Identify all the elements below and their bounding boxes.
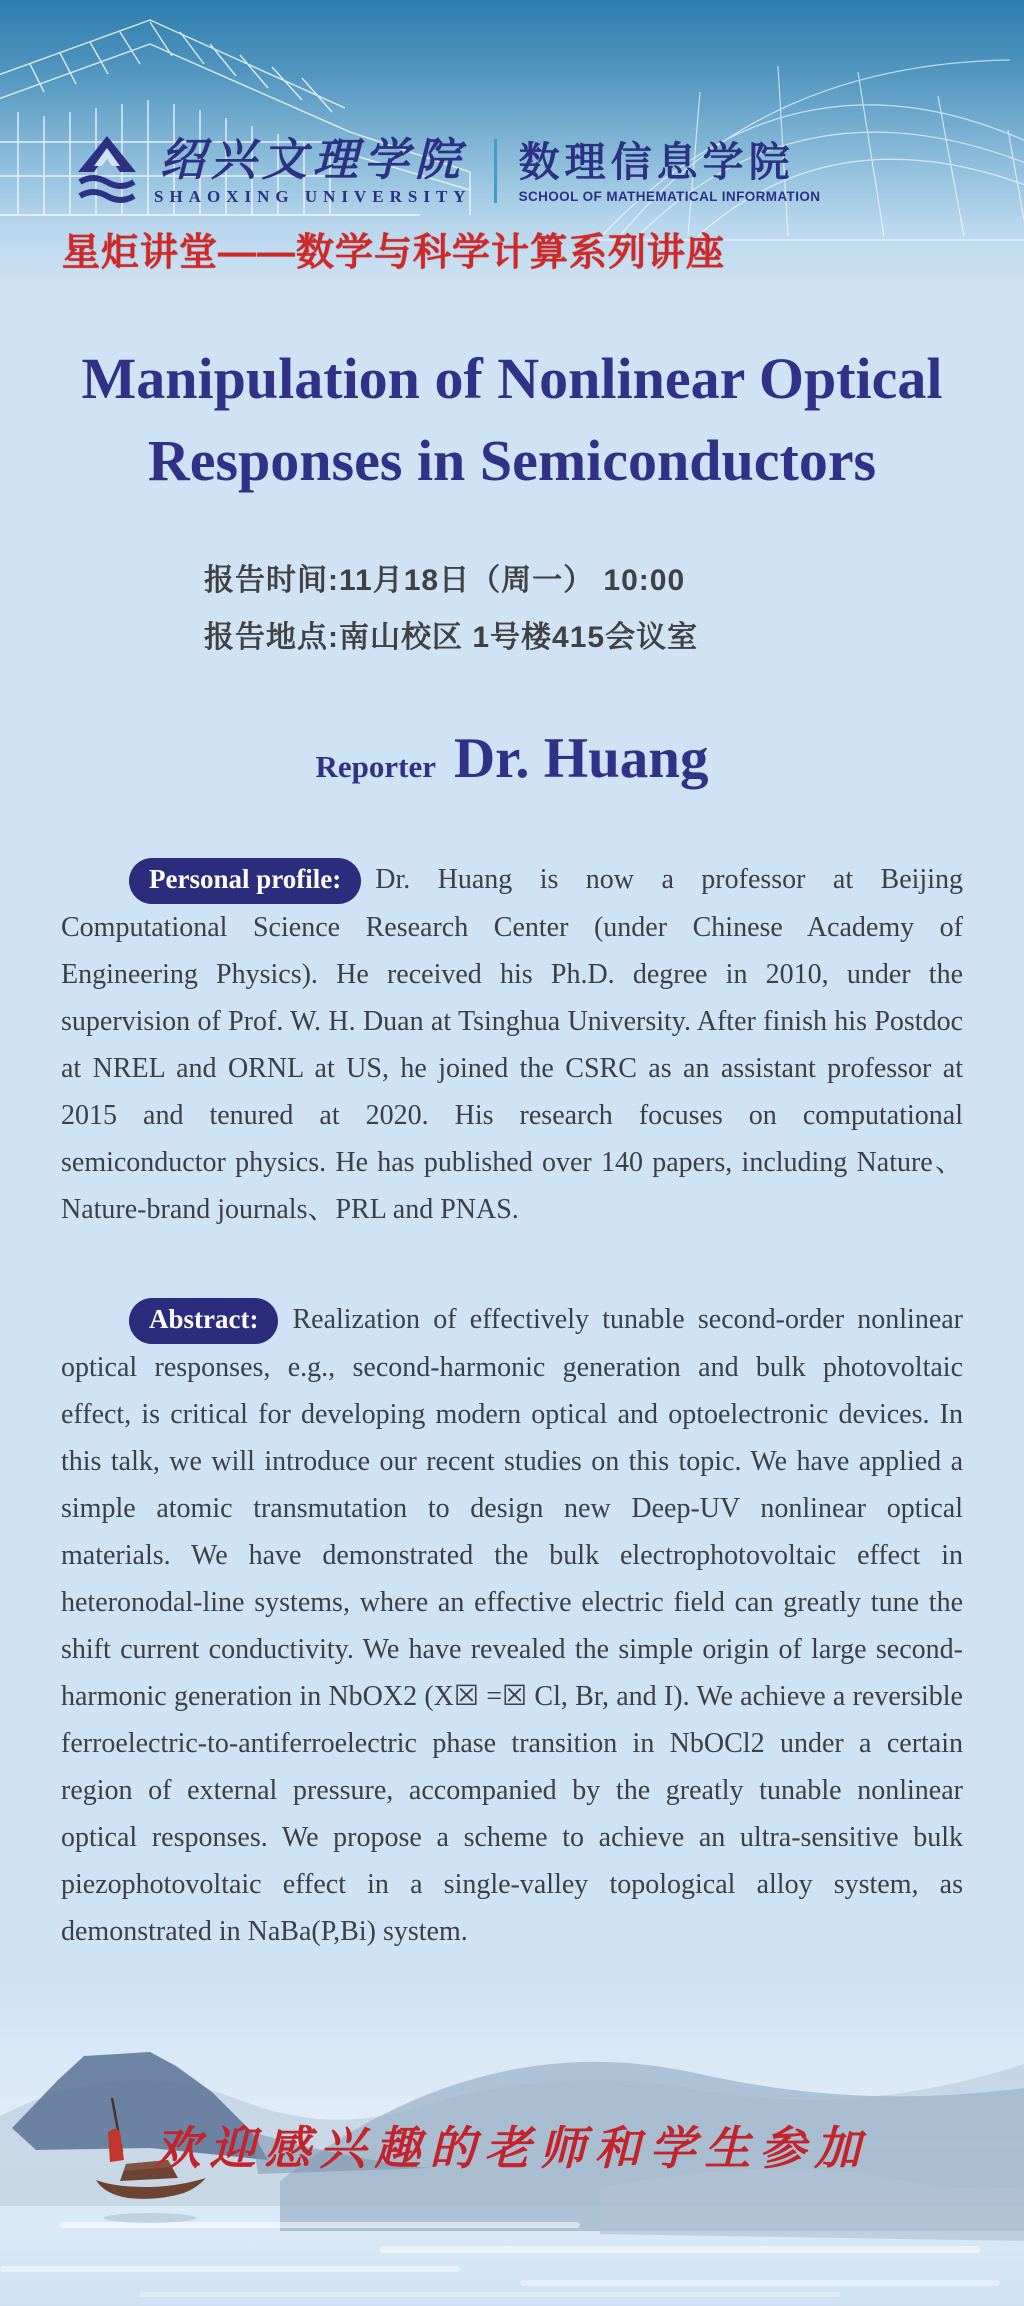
personal-profile-paragraph (61, 856, 963, 1233)
talk-title (0, 338, 1024, 502)
reporter-line (0, 726, 1024, 791)
welcome-text: 欢迎感兴趣的老师和学生参加 (154, 2123, 870, 2174)
school-name-zh: 数理信息学院 (518, 138, 795, 185)
university-name-en: SHAOXING UNIVERSITY (154, 186, 472, 206)
talk-info-block (204, 552, 698, 666)
talk-title-line2: Responses in Semiconductors (147, 428, 877, 493)
reporter-name: Dr. Huang (454, 727, 709, 790)
reporter-label: Reporter (315, 749, 437, 784)
university-logo-icon (76, 134, 138, 208)
lecture-series-banner: 星炬讲堂——数学与科学计算系列讲座 (62, 232, 726, 274)
university-name-block (154, 136, 472, 207)
school-name-en: SCHOOL OF MATHEMATICAL INFORMATION (518, 188, 821, 204)
school-name-block (519, 139, 821, 204)
personal-profile-text: Dr. Huang is now a professor at Beijing Computational Science Research Center (under Chinese Academy of Engineering Physics). He received his Ph.D. degree in 2010, under the supervision of Prof. W. H. Duan at Tsinghua University. After finish his Postdoc at NREL and ORNL at US, he joined the CSRC as an assistant professor at 2015 and tenured at 2020. His research focuses on computational semiconductor physics. He has published over 140 papers, including Nature、Nature-brand journals、PRL and PNAS. (61, 864, 963, 1225)
logo-divider (494, 139, 497, 203)
talk-venue: 报告地点:南山校区 1号楼415会议室 (204, 621, 699, 654)
personal-profile-badge: Personal profile: (129, 858, 361, 904)
university-name-zh: 绍兴文理学院 (159, 134, 466, 185)
abstract-text: Realization of effectively tunable second-order nonlinear optical responses, e.g., second-harmonic generation and bulk photovoltaic effect, is critical for developing modern optical and optoelectronic devices. In this talk, we will introduce our recent studies on this topic. We have applied a simple atomic transmutation to design new Deep-UV nonlinear optical materials. We have demonstrated the bulk electrophotovoltaic effect in heteronodal-line systems, where an effective electric field can greatly tune the shift current conductivity. We have revealed the simple origin of large second-harmonic generation in NbOX2 (X☒ =☒ Cl, Br, and I). We achieve a reversible ferroelectric-to-antiferroelectric phase transition in NbOCl2 under a certain region of external pressure, accompanied by the greatly tunable nonlinear optical responses. We propose a scheme to achieve an ultra-sensitive bulk piezophotovoltaic effect in a single-valley topological alloy system, as demonstrated in NaBa(P,Bi) system. (61, 1304, 963, 1947)
abstract-badge: Abstract: (129, 1298, 278, 1344)
header-logo-row (76, 134, 820, 208)
talk-title-line1: Manipulation of Nonlinear Optical (81, 346, 943, 411)
talk-time: 报告时间:11月18日（周一） 10:00 (204, 564, 686, 597)
abstract-paragraph (61, 1296, 963, 1955)
